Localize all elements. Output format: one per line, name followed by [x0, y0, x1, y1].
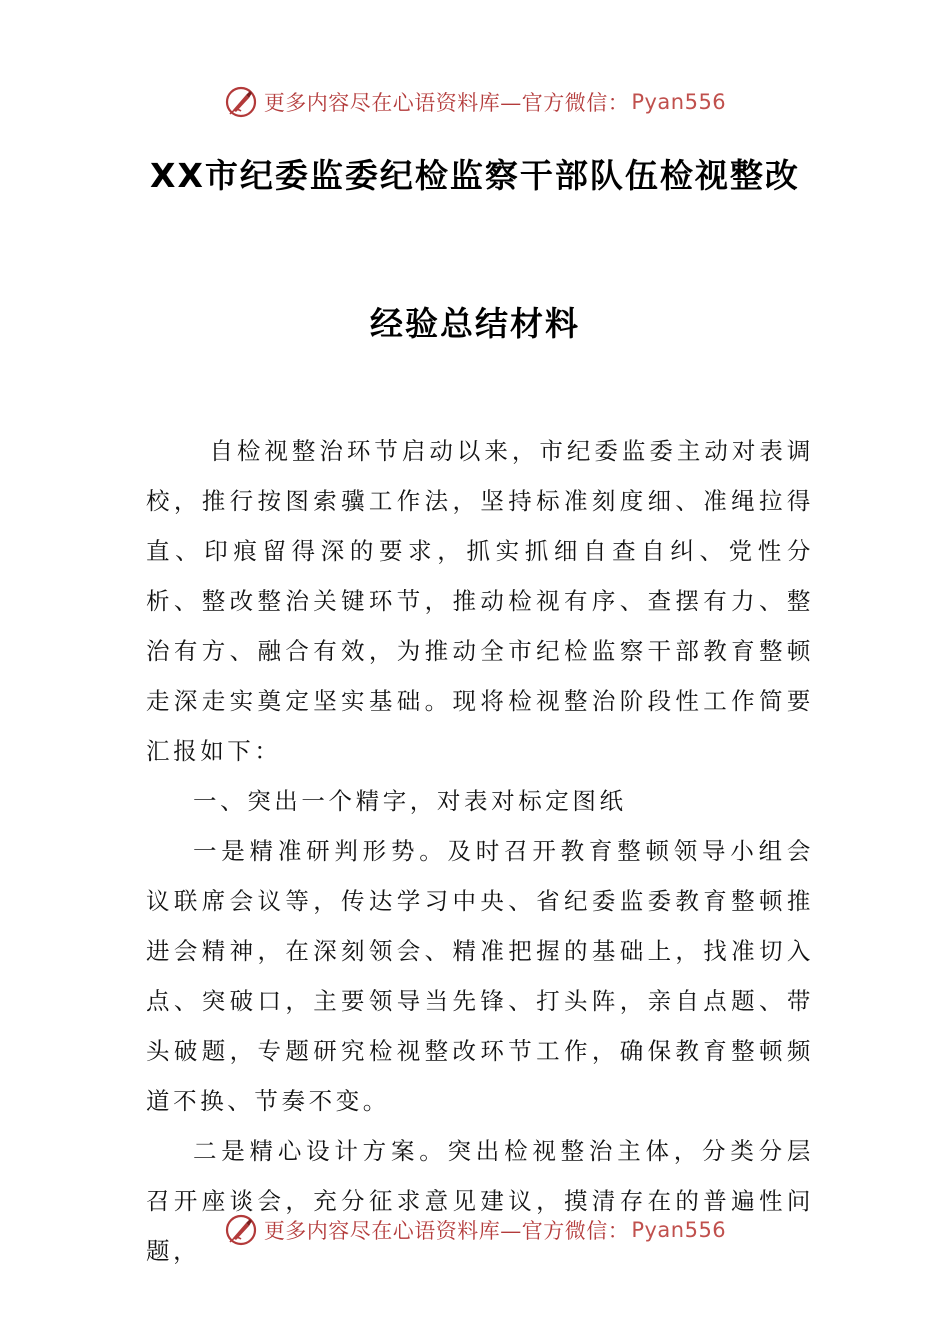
document-body — [146, 426, 814, 1276]
watermark-text: 更多内容尽在心语资料库—官方微信： — [263, 1219, 630, 1243]
watermark-header — [0, 84, 950, 120]
paragraph-point-1: 一是精准研判形势。及时召开教育整顿领导小组会议联席会议等，传达学习中央、省纪委监委教育整顿推进会精神，在深刻领会、精准把握的基础上，找准切入点、突破口，主要领导当先锋、打头阵，亲自点题、带头破题，专题研究检视整改环节工作，确保教育整顿频道不换、节奏不变。 — [146, 837, 814, 1115]
watermark-footer — [0, 1212, 950, 1248]
document-title-line2: 经验总结材料 — [370, 304, 580, 343]
paragraph-point-2: 二是精心设计方案。突出检视整治主体，分类分层召开座谈会，充分征求意见建议，摸清存在的普遍性问题， — [146, 1137, 814, 1265]
watermark-handle: Pyan556 — [631, 1218, 727, 1242]
pen-logo-icon — [224, 85, 258, 119]
document-title-line1: XX市纪委监委纪检监察干部队伍检视整改 — [150, 156, 800, 195]
paragraph-intro: 自检视整治环节启动以来，市纪委监委主动对表调校，推行按图索骥工作法，坚持标准刻度细、准绳拉得直、印痕留得深的要求，抓实抓细自查自纠、党性分析、整改整治关键环节，推动检视有序、查摆有力、整治有方、融合有效，为推动全市纪检监察干部教育整顿走深走实奠定坚实基础。现将检视整治阶段性工作简要汇报如下： — [146, 437, 814, 765]
pen-logo-icon — [224, 1213, 258, 1247]
section-heading-1: 一、突出一个精字，对表对标定图纸 — [193, 787, 627, 815]
watermark-text: 更多内容尽在心语资料库—官方微信： — [263, 91, 630, 115]
watermark-handle: Pyan556 — [631, 90, 727, 114]
